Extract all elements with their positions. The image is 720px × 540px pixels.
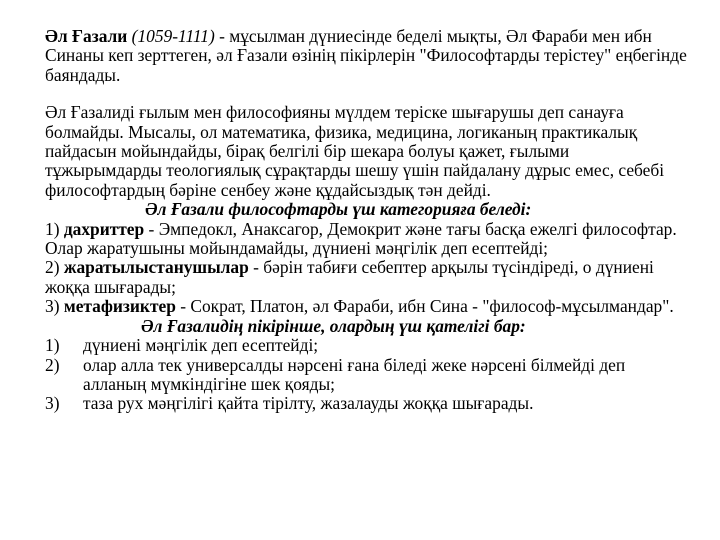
- category-description: - бәрін табиғи себептер арқылы түсіндіреді, о дүниені жоққа шығарады;: [45, 257, 654, 297]
- category-number: 3): [45, 296, 64, 317]
- paragraph-spacer: [45, 85, 690, 103]
- category-item: [45, 220, 690, 259]
- error-number: 3): [45, 393, 60, 414]
- error-text: таза рух мәңгілігі қайта тірілту, жазалауды жоққа шығарады.: [83, 393, 534, 414]
- category-description: - Эмпедокл, Анаксагор, Демокрит және тағы басқа ежелгі философтар. Олар жаратушыны мойындамайды, дүниені мәңгілік деп есептейді;: [45, 218, 677, 259]
- category-item: [45, 297, 690, 316]
- error-number: 1): [45, 335, 60, 356]
- intro-text: - мұсылман дүниесінде беделі мықты, Әл Фараби мен ибн Синаны кеп зерттеген, әл Ғазали өзінің пікірлерін "Философтарды терістеу" еңбегінде баяндады.: [45, 26, 687, 85]
- errors-list: [45, 336, 690, 414]
- error-item: [45, 356, 690, 395]
- category-description: - Сократ, Платон, әл Фараби, ибн Сина - "философ-мұсылмандар".: [175, 296, 674, 317]
- category-term: дахриттер: [63, 218, 145, 239]
- author-dates: (1059-1111): [127, 26, 215, 46]
- categories-list: [45, 220, 690, 317]
- error-number: 2): [45, 354, 60, 375]
- category-term: метафизиктер: [63, 296, 176, 317]
- intro-paragraph: [45, 27, 690, 85]
- error-text: олар алла тек универсалды нәрсені ғана біледі жеке нәрсені білмейді деп алланың мүмкіндігіне шек қояды;: [83, 354, 626, 394]
- categories-heading: Әл Ғазали философтарды үш категорияға беледі:: [145, 199, 532, 220]
- error-item: [45, 336, 690, 355]
- error-item: [45, 394, 690, 413]
- category-item: [45, 258, 690, 297]
- author-name: Әл Ғазали: [45, 26, 128, 46]
- errors-heading: Әл Ғазалидің пікірінше, олардың үш қателігі бар:: [141, 315, 526, 336]
- category-number: 1): [45, 218, 64, 239]
- body-paragraph: Әл Ғазалиді ғылым мен философияны мүлдем теріске шығарушы деп санауға болмайды. Мысалы, ол математика, физика, медицина, логиканың практикалық пайдасын мойындайды, бірақ белгілі бір шекара болуы қажет, ғылыми тұжырымдарды теологиялық сұрақтарды шешу үшін пайдалану дұрыс емес, себебі философтардың бәріне сенбеу және құдайсыздық тән дейді.: [45, 102, 665, 200]
- category-term: жаратылыстанушылар: [63, 257, 249, 278]
- category-number: 2): [45, 257, 64, 278]
- error-text: дүниені мәңгілік деп есептейді;: [83, 335, 319, 356]
